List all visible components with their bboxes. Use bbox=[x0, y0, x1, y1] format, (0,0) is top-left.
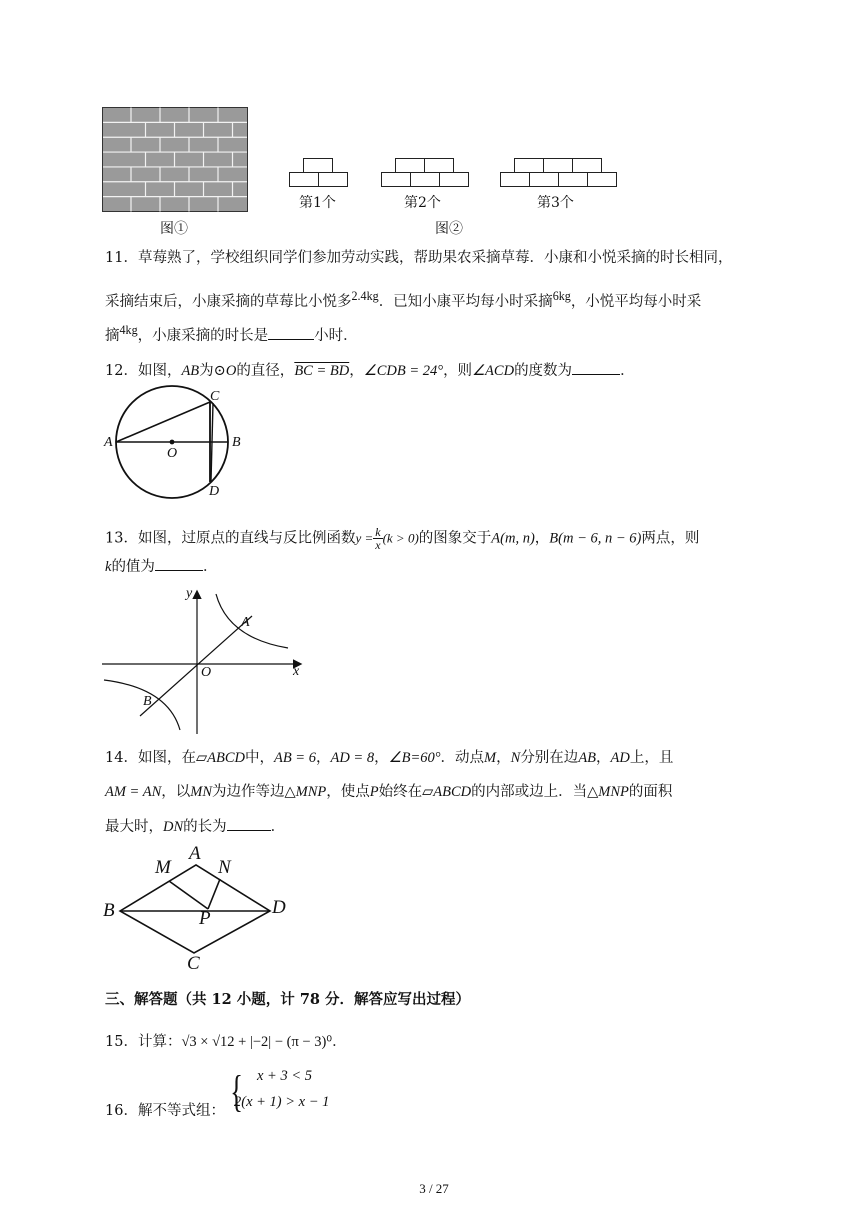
q14-label-P: P bbox=[199, 908, 211, 929]
q14-label-C: C bbox=[187, 953, 200, 974]
q12-line: 12．如图，AB为⊙O的直径，BC = BD，∠CDB = 24°，则∠ACD的度数为 ． bbox=[105, 360, 635, 381]
answer-blank-11 bbox=[268, 325, 314, 340]
pattern-label-1: 第1个 bbox=[299, 195, 336, 211]
q14-line2: AM = AN，以MN为边作等边△MNP，使点P始终在▱ABCD的内部或边上．当△MNP的面积 bbox=[105, 784, 673, 800]
q13-label-A: A bbox=[241, 615, 250, 630]
q14-label-M: M bbox=[155, 857, 171, 878]
system-brace: { bbox=[230, 1067, 243, 1116]
q13-label-B: B bbox=[143, 694, 152, 709]
q15-line: 15．计算：√3 × √12 + |−2| − (π − 3)⁰． bbox=[105, 1034, 347, 1050]
brick-pattern-figure bbox=[285, 155, 620, 191]
q16-eq1: x + 3 < 5 bbox=[257, 1068, 313, 1084]
fig1-caption: 图① bbox=[160, 221, 188, 237]
q11-line2: 采摘结束后，小康采摘的草莓比小悦多$^{2.4kg}$．已知小康平均每小时采摘$^{6kg}$，小悦平均每小时采 bbox=[105, 289, 702, 310]
q14-line1: 14．如图，在▱ABCD中，AB = 6，AD = 8，∠B=60°．动点M，N分别在边AB，AD上，且 bbox=[105, 750, 674, 766]
q14-label-N: N bbox=[218, 857, 231, 878]
q13-fraction: $\frac{k}{x}$ bbox=[375, 525, 381, 552]
q12-label-A: A bbox=[104, 435, 113, 450]
q14-label-B: B bbox=[103, 900, 115, 921]
hyperbola-figure bbox=[100, 588, 310, 738]
q14-label-D: D bbox=[272, 897, 286, 918]
q13-label-y: y bbox=[186, 586, 193, 601]
pattern-label-3: 第3个 bbox=[537, 195, 574, 211]
q13-line1: 13．如图，过原点的直线与反比例函数y = $\frac{k}{x}$ (k > 0)的图象交于A(m, n)，B(m − 6, n − 6)两点，则 bbox=[105, 525, 700, 552]
q13-line2: k的值为 ． bbox=[105, 556, 217, 577]
q13-label-x: x bbox=[293, 664, 300, 679]
q14-label-A: A bbox=[189, 843, 201, 864]
pattern-label-2: 第2个 bbox=[404, 195, 441, 211]
page-number: 3 / 27 bbox=[419, 1181, 449, 1196]
brick-wall-figure bbox=[102, 107, 250, 213]
q14-line3: 最大时，DN的长为 ． bbox=[105, 816, 285, 837]
q11-line3: 摘$^{4kg}$，小康采摘的时长是 小时． bbox=[105, 323, 358, 344]
answer-blank-13 bbox=[155, 556, 203, 571]
q12-label-O: O bbox=[167, 446, 178, 461]
q16-label: 16．解不等式组： bbox=[105, 1103, 225, 1119]
q12-label-B: B bbox=[232, 435, 241, 450]
answer-blank-12 bbox=[572, 360, 620, 375]
q16-eq2: 2(x + 1) > x − 1 bbox=[234, 1094, 330, 1110]
fig2-caption: 图② bbox=[435, 221, 463, 237]
q11-line1: 11．草莓熟了，学校组织同学们参加劳动实践，帮助果农采摘草莓．小康和小悦采摘的时长相同， bbox=[105, 250, 733, 266]
q13-label-O: O bbox=[201, 665, 212, 680]
answer-blank-14 bbox=[227, 816, 271, 831]
q12-label-D: D bbox=[209, 484, 220, 499]
section-heading: 三、解答题（共 12 小题，计 78 分．解答应写出过程） bbox=[105, 991, 471, 1008]
q12-label-C: C bbox=[210, 389, 220, 404]
